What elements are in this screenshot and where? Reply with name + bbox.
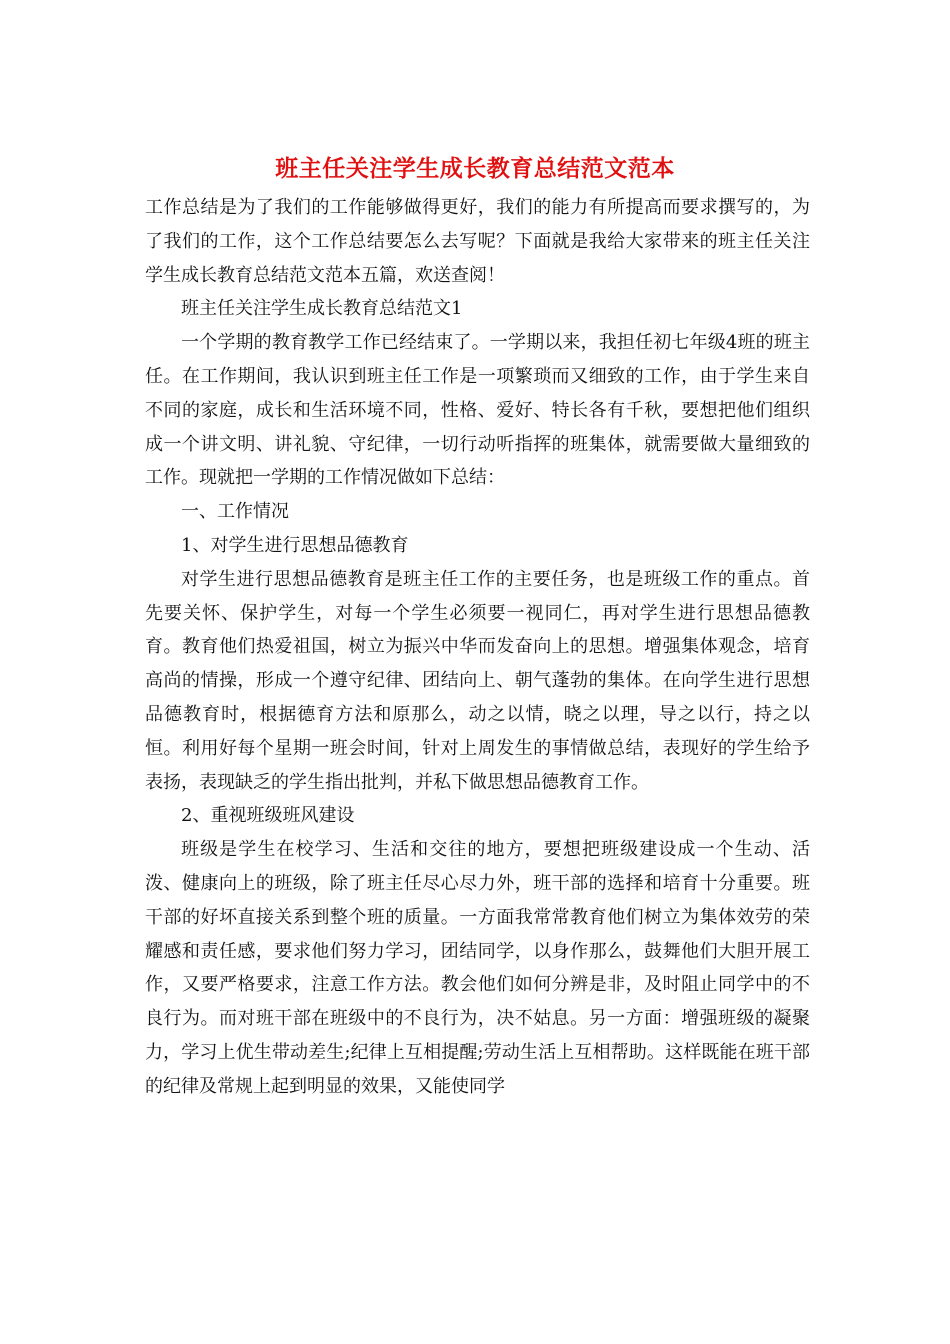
body-paragraph: 一个学期的教育教学工作已经结束了。一学期以来，我担任初七年级4班的班主任。在工作期间，我认识到班主任工作是一项繁琐而又细致的工作，由于学生来自不同的家庭，成长和生活环境不同，性格、爱好、特长各有千秋，要想把他们组织成一个讲文明、讲礼貌、守纪律，一切行动听指挥的班集体，就需要做大量细致的工作。现就把一学期的工作情况做如下总结： bbox=[145, 332, 810, 489]
subheading: 1、对学生进行思想品德教育 bbox=[181, 534, 409, 556]
intro-paragraph: 工作总结是为了我们的工作能够做得更好，我们的能力有所提高而要求撰写的，为了我们的工作，这个工作总结要怎么去写呢？下面就是我给大家带来的班主任关注学生成长教育总结范文范本五篇，欢送查阅！ bbox=[145, 197, 810, 286]
body-paragraph: 对学生进行思想品德教育是班主任工作的主要任务，也是班级工作的重点。首先要关怀、保护学生，对每一个学生必须要一视同仁，再对学生进行思想品德教育。教育他们热爱祖国，树立为振兴中华而发奋向上的思想。增强集体观念，培育高尚的情操，形成一个遵守纪律、团结向上、朝气蓬勃的集体。在向学生进行思想品德教育时，根据德育方法和原那么，动之以情，晓之以理，导之以行，持之以恒。利用好每个星期一班会时间，针对上周发生的事情做总结，表现好的学生给予表扬，表现缺乏的学生指出批判，并私下做思想品德教育工作。 bbox=[145, 568, 810, 793]
document-body bbox=[145, 191, 810, 1104]
document-title: 班主任关注学生成长教育总结范文范本 bbox=[275, 155, 675, 182]
subheading: 2、重视班级班风建设 bbox=[181, 805, 355, 827]
body-paragraph: 班级是学生在校学习、生活和交往的地方，要想把班级建设成一个生动、活泼、健康向上的班级，除了班主任尽心尽力外，班干部的选择和培育十分重要。班干部的好坏直接关系到整个班的质量。一方面我常常教育他们树立为集体效劳的荣耀感和责任感，要求他们努力学习，团结同学，以身作那么，鼓舞他们大胆开展工作，又要严格要求，注意工作方法。教会他们如何分辨是非，及时阻止同学中的不良行为。而对班干部在班级中的不良行为，决不姑息。另一方面：增强班级的凝聚力，学习上优生带动差生;纪律上互相提醒;劳动生活上互相帮助。这样既能在班干部的纪律及常规上起到明显的效果，又能使同学 bbox=[145, 839, 810, 1097]
section-heading: 班主任关注学生成长教育总结范文1 bbox=[181, 298, 463, 320]
subheading: 一、工作情况 bbox=[181, 501, 289, 523]
